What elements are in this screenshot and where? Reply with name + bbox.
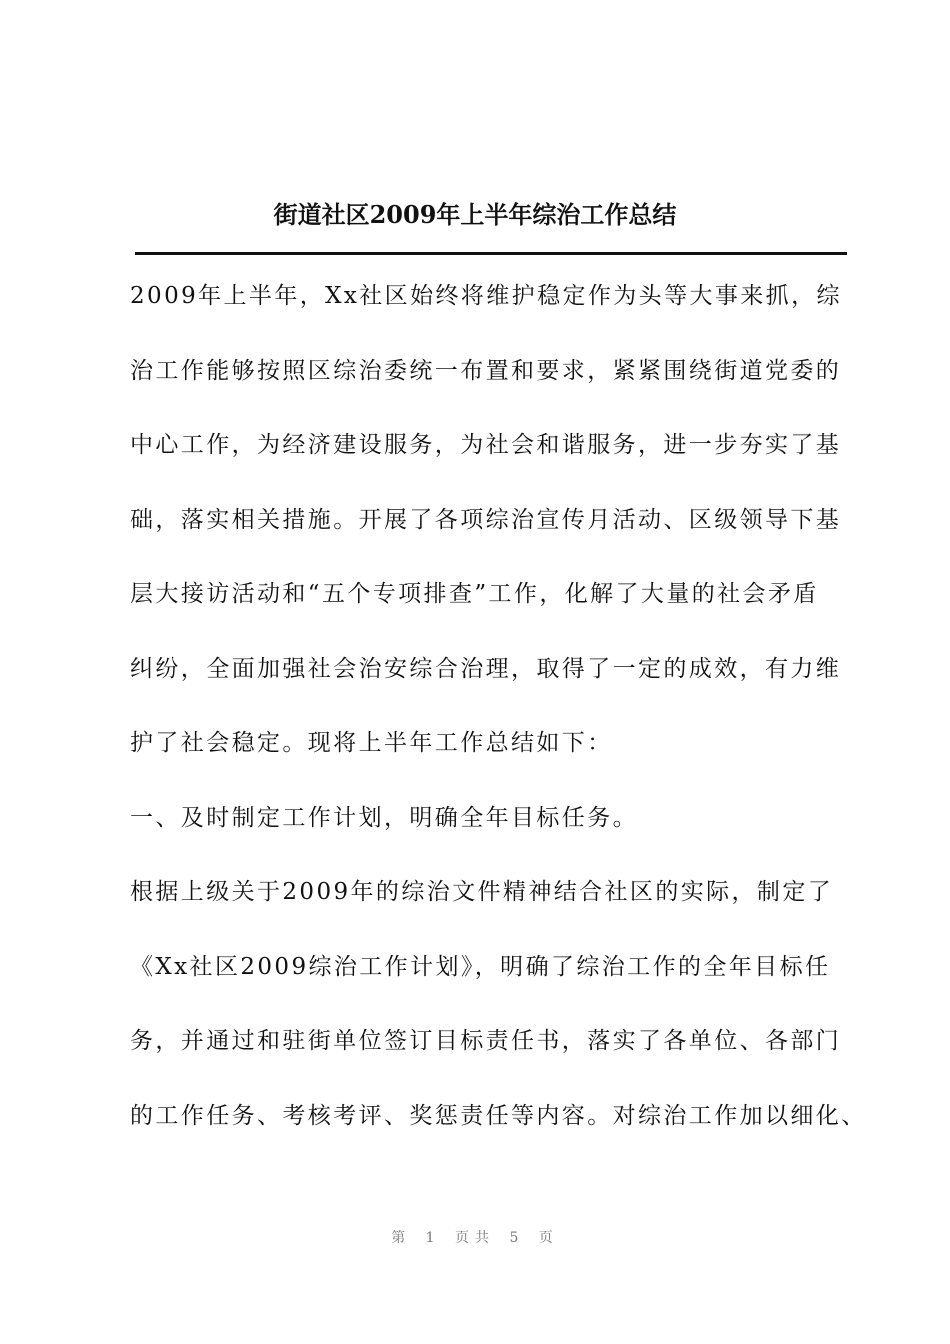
body-line-5: 层大接访活动和“五个专项排查”工作，化解了大量的社会矛盾: [130, 581, 819, 607]
page-number-footer: 第 1 页共 5 页: [391, 1230, 559, 1246]
body-line-10: 《Xx社区2009综治工作计划》，明确了综治工作的全年目标任: [130, 953, 831, 980]
body-line-12: 的工作任务、考核考评、奖惩责任等内容。对综治工作加以细化、: [130, 1102, 867, 1129]
body-line-11: 务，并通过和驻街单位签订目标责任书，落实了各单位、各部门: [130, 1028, 842, 1054]
body-line-6: 纠纷，全面加强社会治安综合治理，取得了一定的成效，有力维: [130, 655, 842, 682]
document-title: 街道社区2009年上半年综治工作总结: [273, 200, 677, 229]
body-line-4: 础，落实相关措施。开展了各项综治宣传月活动、区级领导下基: [130, 506, 842, 533]
body-line-2: 治工作能够按照区综治委统一布置和要求，紧紧围绕街道党委的: [130, 357, 842, 384]
document-body: [130, 271, 867, 1165]
section-heading-1: 一、及时制定工作计划，明确全年目标任务。: [130, 804, 638, 831]
body-line-7: 护了社会稳定。现将上半年工作总结如下：: [130, 730, 613, 756]
title-underline-rule: [135, 252, 847, 255]
body-line-3: 中心工作，为经济建设服务，为社会和谐服务，进一步夯实了基: [130, 432, 842, 458]
body-line-9: 根据上级关于2009年的综治文件精神结合社区的实际，制定了: [130, 879, 834, 905]
body-line-1: 2009年上半年，Xx社区始终将维护稳定作为头等大事来抓，综: [130, 283, 842, 309]
